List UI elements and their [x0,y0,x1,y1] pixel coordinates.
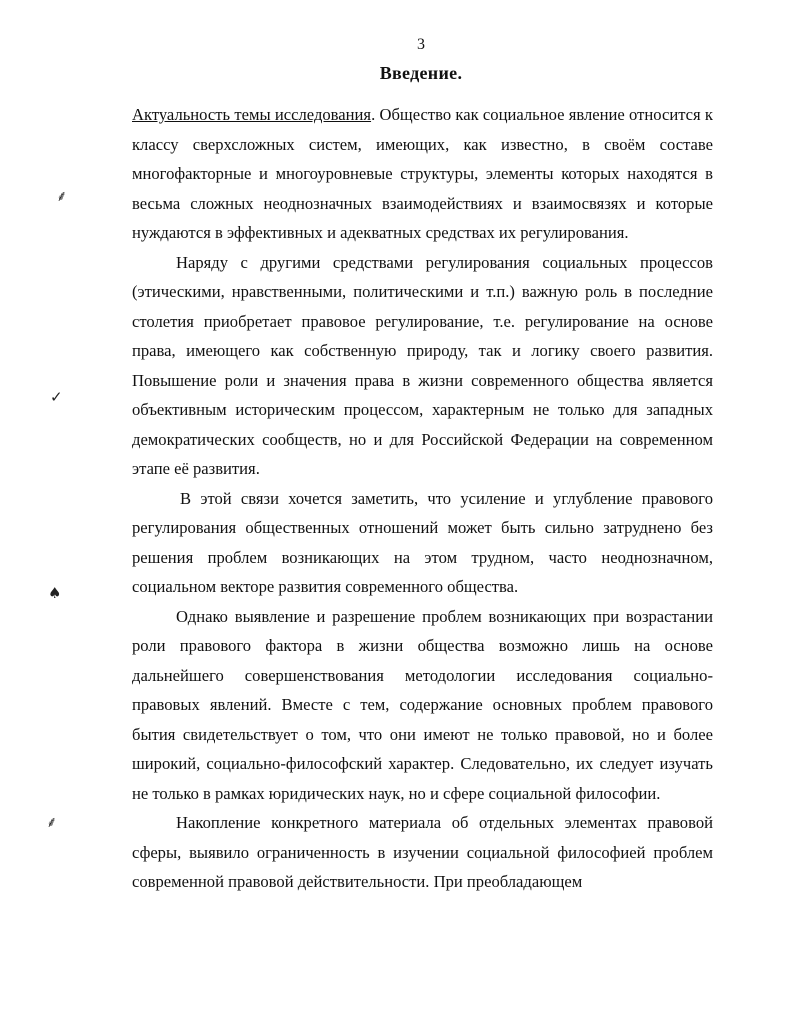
margin-mark-icon: ♠ [48,584,62,602]
margin-mark-icon: ⸙ [56,187,68,205]
page-title: Введение. [379,63,463,83]
paragraph: В этой связи хочется заметить, что усиление и углубление правового регулирования общественных отношений может быть сильно затруднено без решения проблем возникающих на этом трудном, часто неоднозначном, социальном векторе развития современного общества. [132,488,713,596]
margin-check-icon: ✓ [50,388,63,406]
page-number: 3 [417,36,425,53]
paragraph: Однако выявление и разрешение проблем возникающих при возрастании роли правового фактора в жизни общества возможно лишь на основе дальнейшего совершенствования методологии исследования социально-правовых явлений. Вместе с тем, содержание основных проблем правового бытия свидетельствует о том, что они имеют не только правовой, но и более широкий, социально-философский характер. Следовательно, их следует изучать не только в рамках юридических наук, но и сфере социальной философии. [132,606,713,803]
document-body [132,100,713,897]
margin-mark-icon: ⸙ [46,813,58,831]
intro-text: . Общество как социальное явление относится к классу сверхсложных систем, имеющих, как известно, в своём составе многофакторные и многоуровневые структуры, элементы которых находятся в весьма сложных неоднозначных взаимодействиях и взаимосвязях и которые нуждаются в эффективных и адекватных средствах их регулирования. [132,105,713,242]
topic-relevance-heading: Актуальность темы исследования [132,105,372,124]
paragraph: Наряду с другими средствами регулирования социальных процессов (этическими, нравственными, политическими и т.п.) важную роль в последние столетия приобретает правовое регулирование, т.е. регулирование на основе права, имеющего как собственную природу, так и логику своего развития. Повышение роли и значения права в жизни современного общества является объективным историческим процессом, характерным не только для западных демократических сообществ, но и для Российской Федерации на современном этапе её развития. [132,252,713,478]
paragraph: Накопление конкретного материала об отдельных элементах правовой сферы, выявило ограниченность в изучении социальной философией проблем современной правовой действительности. При преобладающем [132,813,713,891]
intro-paragraph [132,100,713,248]
